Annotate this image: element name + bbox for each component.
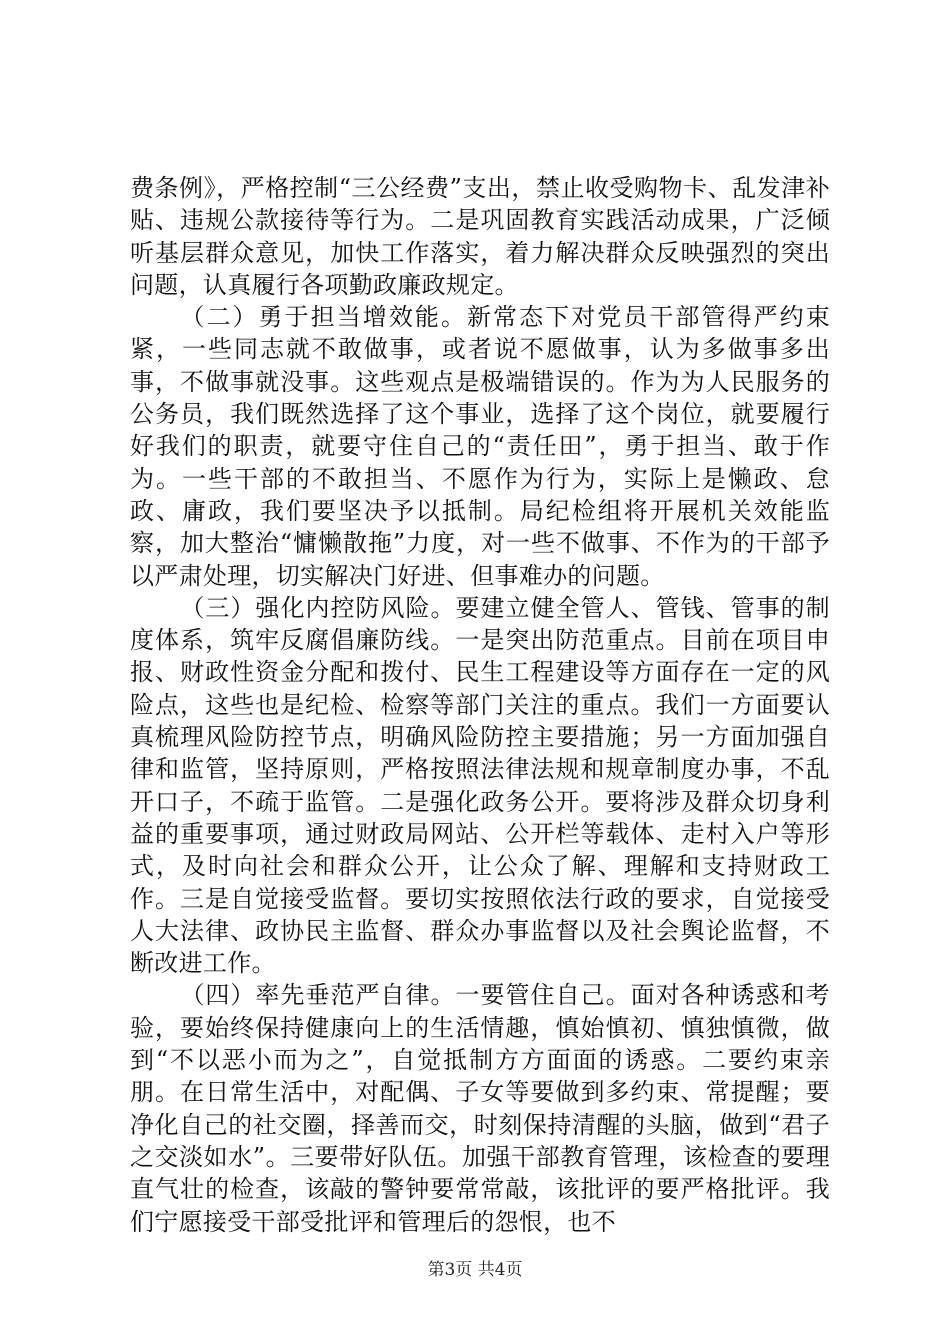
document-body	[130, 172, 830, 1238]
paragraph-section-3: （三）强化内控防风险。要建立健全管人、管钱、管事的制度体系，筑牢反腐倡廉防线。一是突出防范重点。目前在项目申报、财政性资金分配和拨付、民生工程建设等方面存在一定的风险点，这些也是纪检、检察等部门关注的重点。我们一方面要认真梳理风险防控节点，明确风险防控主要措施；另一方面加强自律和监管，坚持原则，严格按照法律法规和规章制度办事，不乱开口子，不疏于监管。二是强化政务公开。要将涉及群众切身利益的重要事项，通过财政局网站、公开栏等载体、走村入户等形式，及时向社会和群众公开，让公众了解、理解和支持财政工作。三是自觉接受监督。要切实按照依法行政的要求，自觉接受人大法律、政协民主监督、群众办事监督以及社会舆论监督，不断改进工作。	[130, 593, 830, 978]
paragraph-continuation: 费条例》，严格控制“三公经费”支出，禁止收受购物卡、乱发津补贴、违规公款接待等行为。二是巩固教育实践活动成果，广泛倾听基层群众意见，加快工作落实，着力解决群众反映强烈的突出问题，认真履行各项勤政廉政规定。	[130, 174, 830, 299]
page-number-footer: 第3页 共4页	[427, 1260, 523, 1280]
paragraph-section-2: （二）勇于担当增效能。新常态下对党员干部管得严约束紧，一些同志就不敢做事，或者说不愿做事，认为多做事多出事，不做事就没事。这些观点是极端错误的。作为为人民服务的公务员，我们既然选择了这个事业，选择了这个岗位，就要履行好我们的职责，就要守住自己的“责任田”，勇于担当、敢于作为。一些干部的不敢担当、不愿作为行为，实际上是懒政、怠政、庸政，我们要坚决予以抵制。局纪检组将开展机关效能监察，加大整治“慵懒散拖”力度，对一些不做事、不作为的干部予以严肃处理，切实解决门好进、但事难办的问题。	[130, 303, 830, 590]
paragraph-section-4: （四）率先垂范严自律。一要管住自己。面对各种诱惑和考验，要始终保持健康向上的生活情趣，慎始慎初、慎独慎微，做到“不以恶小而为之”，自觉抵制方方面面的诱惑。二要约束亲朋。在日常生活中，对配偶、子女等要做到多约束、常提醒；要净化自己的社交圈，择善而交，时刻保持清醒的头脑，做到“君子之交淡如水”。三要带好队伍。加强干部教育管理，该检查的要理直气壮的检查，该敲的警钟要常常敲，该批评的要严格批评。我们宁愿接受干部受批评和管理后的怨恨，也不	[130, 981, 830, 1236]
